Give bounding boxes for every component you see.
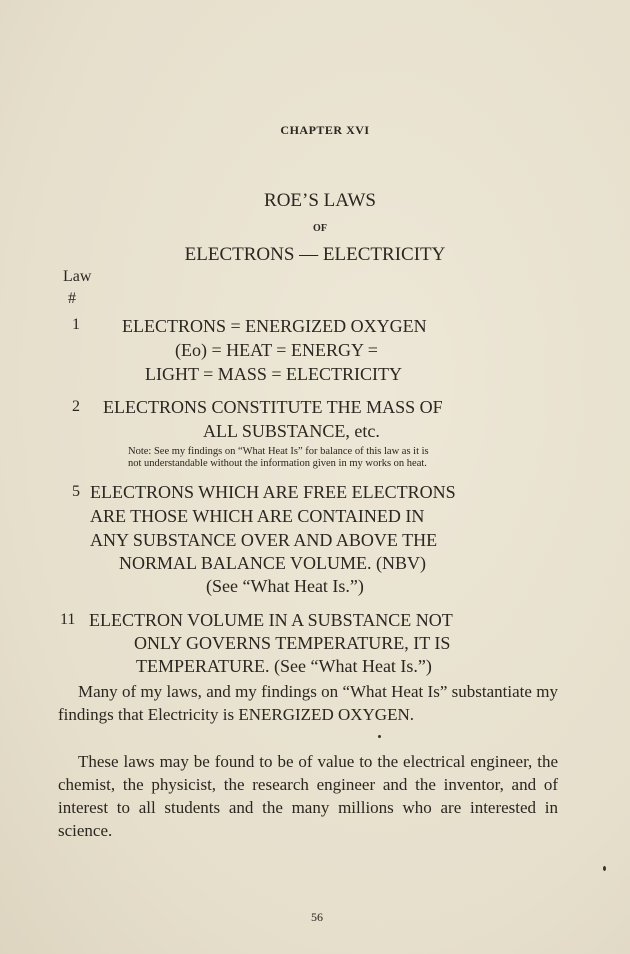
law-5-line-2: ARE THOSE WHICH ARE CONTAINED IN bbox=[90, 506, 425, 526]
page-subtitle: ELECTRONS — ELECTRICITY bbox=[184, 244, 446, 265]
law-1-line-1: ELECTRONS = ENERGIZED OXYGEN bbox=[122, 316, 427, 336]
page-number: 56 bbox=[311, 910, 323, 924]
law-2-note bbox=[128, 446, 568, 470]
law-number-symbol: # bbox=[68, 290, 76, 307]
law-11-line-3: TEMPERATURE. (See “What Heat Is.”) bbox=[136, 656, 432, 676]
page-title: ROE’S LAWS bbox=[264, 190, 376, 211]
law-1-number: 1 bbox=[72, 316, 80, 333]
law-2-line-1: ELECTRONS CONSTITUTE THE MASS OF bbox=[103, 397, 443, 417]
law-11-line-1: ELECTRON VOLUME IN A SUBSTANCE NOT bbox=[89, 610, 453, 630]
paragraph-1-text: Many of my laws, and my findings on “What Heat Is” substantiate my findings that Electricity is ENERGIZED OXYGEN. bbox=[58, 682, 558, 724]
law-5-line-3: ANY SUBSTANCE OVER AND ABOVE THE bbox=[90, 530, 438, 550]
law-11-line-2: ONLY GOVERNS TEMPERATURE, IT IS bbox=[134, 633, 451, 653]
body-paragraph-2 bbox=[58, 750, 558, 842]
chapter-heading: CHAPTER XVI bbox=[280, 123, 370, 137]
law-2-number: 2 bbox=[72, 398, 80, 415]
law-2-note-line-2: not understandable without the information given in my works on heat. bbox=[128, 458, 427, 469]
ink-speck bbox=[378, 735, 381, 738]
law-column-label: Law bbox=[63, 268, 92, 285]
law-5-line-1: ELECTRONS WHICH ARE FREE ELECTRONS bbox=[90, 482, 456, 502]
law-5-number: 5 bbox=[72, 483, 80, 500]
law-1-line-3: LIGHT = MASS = ELECTRICITY bbox=[145, 364, 402, 384]
law-2-note-line-1: Note: See my findings on “What Heat Is” for balance of this law as it is bbox=[128, 446, 429, 457]
law-11-number: 11 bbox=[60, 611, 76, 628]
law-5-line-4: NORMAL BALANCE VOLUME. (NBV) bbox=[119, 553, 426, 573]
law-2-line-2: ALL SUBSTANCE, etc. bbox=[203, 421, 380, 441]
title-connector: OF bbox=[313, 223, 327, 234]
law-1-line-2: (Eo) = HEAT = ENERGY = bbox=[175, 340, 378, 360]
ink-speck bbox=[603, 866, 606, 871]
paragraph-2-text: These laws may be found to be of value to the electrical engineer, the chemist, the physicist, the research engineer and the inventor, and of interest to all students and the many millions who are interested in science. bbox=[58, 752, 558, 840]
body-paragraph-1 bbox=[58, 680, 558, 726]
law-5-line-5: (See “What Heat Is.”) bbox=[206, 576, 364, 596]
